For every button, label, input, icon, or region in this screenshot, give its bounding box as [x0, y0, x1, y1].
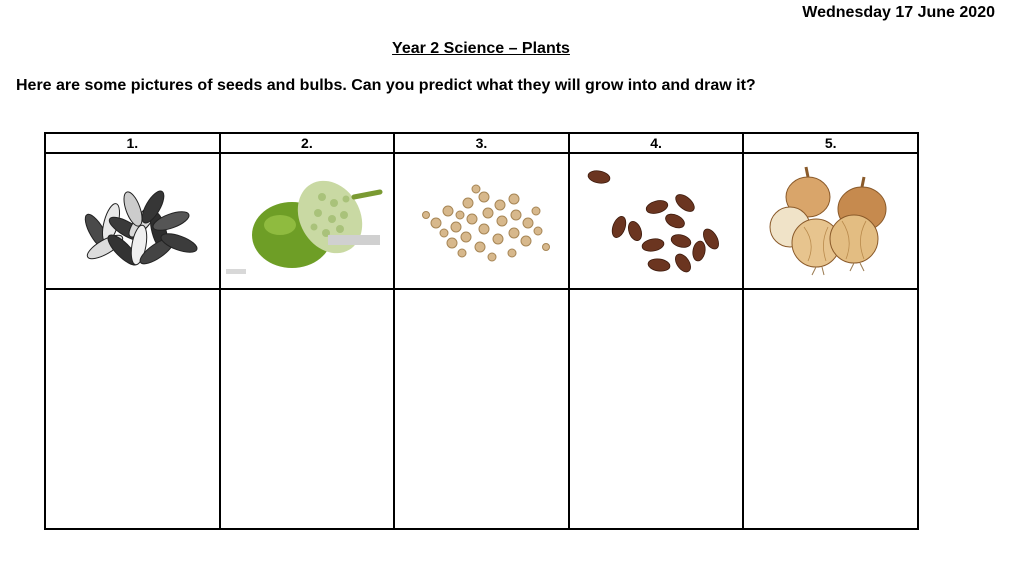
acorn-icon: [222, 157, 392, 285]
instructions: Here are some pictures of seeds and bulbs. Can you predict what they will grow into and draw it?: [16, 77, 756, 94]
column-header-2: 2.: [220, 133, 395, 153]
apple-pips-icon: [571, 157, 741, 285]
beetroot-seeds-icon: [396, 157, 566, 285]
picture-cell-2: [220, 153, 395, 289]
column-header-4: 4.: [569, 133, 744, 153]
pictures-row: [45, 153, 918, 289]
drawing-area-5[interactable]: [743, 289, 918, 529]
picture-cell-1: [45, 153, 220, 289]
drawing-area-3[interactable]: [394, 289, 569, 529]
drawing-row: [45, 289, 918, 529]
column-header-1: 1.: [45, 133, 220, 153]
column-header-5: 5.: [743, 133, 918, 153]
drawing-area-4[interactable]: [569, 289, 744, 529]
page-title: Year 2 Science – Plants: [392, 40, 570, 57]
date: Wednesday 17 June 2020: [802, 4, 995, 21]
drawing-area-2[interactable]: [220, 289, 395, 529]
picture-cell-4: [569, 153, 744, 289]
table-header-row: [45, 133, 918, 153]
picture-cell-5: [743, 153, 918, 289]
onion-bulbs-icon: [746, 157, 916, 285]
prediction-table: [44, 132, 919, 530]
drawing-area-1[interactable]: [45, 289, 220, 529]
picture-cell-3: [394, 153, 569, 289]
column-header-3: 3.: [394, 133, 569, 153]
sunflower-seeds-icon: [47, 157, 217, 285]
